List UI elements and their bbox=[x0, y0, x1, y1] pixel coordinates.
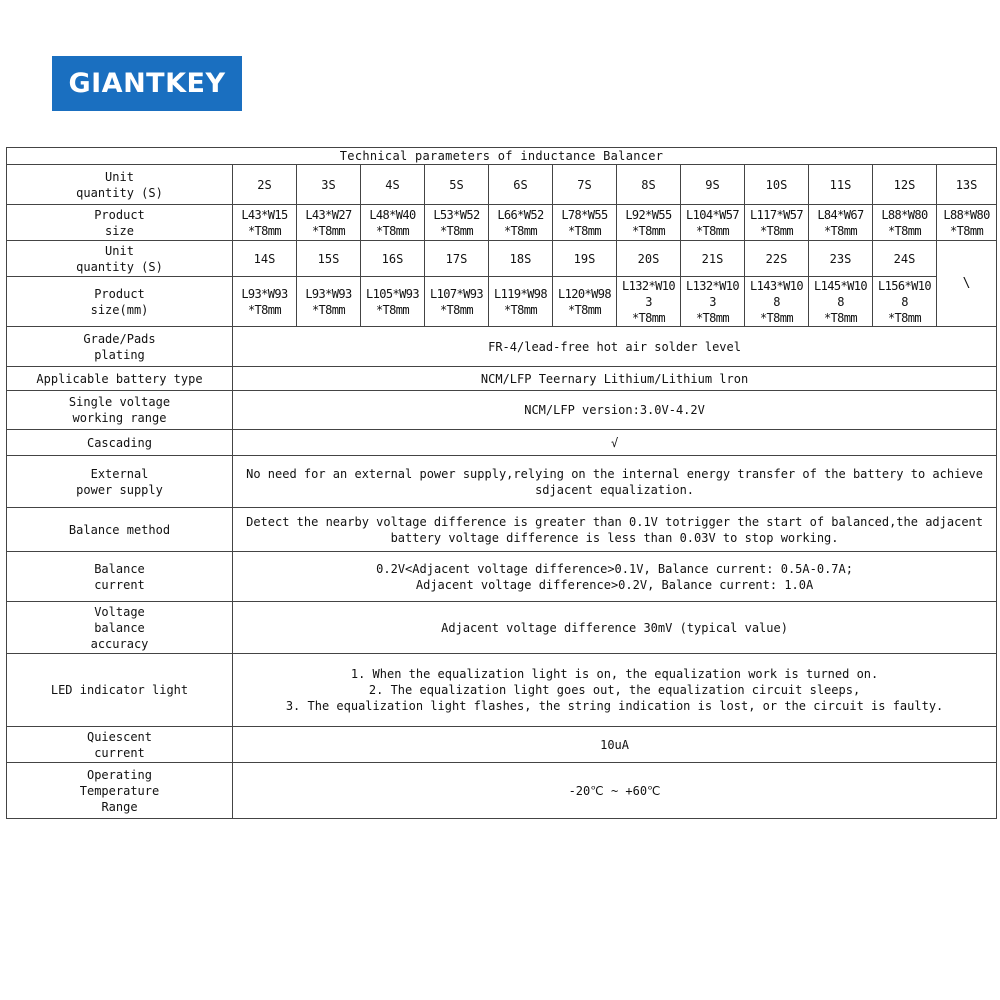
unit-quantity-cell: 16S bbox=[361, 241, 425, 277]
product-size-cell: L66*W52 *T8mm bbox=[489, 205, 553, 241]
product-size-cell: L105*W93 *T8mm bbox=[361, 277, 425, 327]
unit-quantity-cell: 22S bbox=[745, 241, 809, 277]
unit-quantity-cell: 23S bbox=[809, 241, 873, 277]
unit-quantity-cell: 9S bbox=[681, 165, 745, 205]
unit-quantity-cell: 8S bbox=[617, 165, 681, 205]
spec-row bbox=[7, 602, 997, 654]
spec-row bbox=[7, 727, 997, 763]
spec-value: FR-4/lead-free hot air solder level bbox=[233, 327, 997, 367]
table-title: Technical parameters of inductance Balancer bbox=[7, 148, 997, 165]
unit-quantity-cell: 5S bbox=[425, 165, 489, 205]
spec-label: Grade/Pads plating bbox=[7, 327, 233, 367]
unit-quantity-cell: 4S bbox=[361, 165, 425, 205]
spec-row bbox=[7, 391, 997, 430]
spec-row bbox=[7, 456, 997, 508]
spec-value: NCM/LFP Teernary Lithium/Lithium lron bbox=[233, 367, 997, 391]
unit-quantity-cell: 15S bbox=[297, 241, 361, 277]
spec-value: Adjacent voltage difference 30mV (typical value) bbox=[233, 602, 997, 654]
spec-value: No need for an external power supply,relying on the internal energy transfer of the battery to achieve sdjacent equalization. bbox=[233, 456, 997, 508]
unit-quantity-cell: 14S bbox=[233, 241, 297, 277]
unit-quantity-cell: 17S bbox=[425, 241, 489, 277]
product-size-cell: L92*W55 *T8mm bbox=[617, 205, 681, 241]
spec-value: Detect the nearby voltage difference is greater than 0.1V totrigger the start of balanced,the adjacent battery voltage difference is less than 0.03V to stop working. bbox=[233, 508, 997, 552]
product-size-cell: L104*W57 *T8mm bbox=[681, 205, 745, 241]
spec-row bbox=[7, 654, 997, 727]
spec-value: 0.2V<Adjacent voltage difference>0.1V, Balance current: 0.5A-0.7A; Adjacent voltage difference>0.2V, Balance current: 1.0A bbox=[233, 552, 997, 602]
spec-label: Operating Temperature Range bbox=[7, 763, 233, 819]
spec-row bbox=[7, 552, 997, 602]
unit-quantity-cell: 12S bbox=[873, 165, 937, 205]
unit-quantity-label: Unit quantity (S) bbox=[7, 165, 233, 205]
unit-quantity-cell: 20S bbox=[617, 241, 681, 277]
product-size-cell: L119*W98 *T8mm bbox=[489, 277, 553, 327]
product-size-cell: L107*W93 *T8mm bbox=[425, 277, 489, 327]
unit-quantity-cell: 3S bbox=[297, 165, 361, 205]
product-size-cell: L132*W10 3 *T8mm bbox=[617, 277, 681, 327]
spec-value: 10uA bbox=[233, 727, 997, 763]
product-size-cell: L132*W10 3 *T8mm bbox=[681, 277, 745, 327]
product-size-cell: L120*W98 *T8mm bbox=[553, 277, 617, 327]
spec-value: NCM/LFP version:3.0V-4.2V bbox=[233, 391, 997, 430]
product-size-cell: L48*W40 *T8mm bbox=[361, 205, 425, 241]
product-size-cell: L156*W10 8 *T8mm bbox=[873, 277, 937, 327]
spec-value: 1. When the equalization light is on, the equalization work is turned on. 2. The equalization light goes out, the equalization circuit sleeps, 3. The equalization light flashes, the string indication is lost, or the circuit is faulty. bbox=[233, 654, 997, 727]
unit-quantity-cell: 11S bbox=[809, 165, 873, 205]
unit-quantity-cell: 2S bbox=[233, 165, 297, 205]
spec-row bbox=[7, 327, 997, 367]
product-size-cell: L84*W67 *T8mm bbox=[809, 205, 873, 241]
spec-table bbox=[6, 147, 997, 819]
unit-quantity-cell: 18S bbox=[489, 241, 553, 277]
unit-quantity-cell: 13S bbox=[937, 165, 997, 205]
product-size-cell: L93*W93 *T8mm bbox=[297, 277, 361, 327]
unit-quantity-cell: 24S bbox=[873, 241, 937, 277]
spec-label: Cascading bbox=[7, 430, 233, 456]
product-size-cell: L88*W80 *T8mm bbox=[937, 205, 997, 241]
spec-label: Applicable battery type bbox=[7, 367, 233, 391]
spec-label: Quiescent current bbox=[7, 727, 233, 763]
unit-quantity-cell: 6S bbox=[489, 165, 553, 205]
empty-slash-cell: \ bbox=[937, 241, 997, 327]
product-size-cell: L53*W52 *T8mm bbox=[425, 205, 489, 241]
spec-label: LED indicator light bbox=[7, 654, 233, 727]
product-size-cell: L78*W55 *T8mm bbox=[553, 205, 617, 241]
product-size-label-2: Product size(mm) bbox=[7, 277, 233, 327]
product-size-cell: L145*W10 8 *T8mm bbox=[809, 277, 873, 327]
spec-value: -20℃ ~ +60℃ bbox=[233, 763, 997, 819]
spec-row bbox=[7, 430, 997, 456]
spec-label: Balance current bbox=[7, 552, 233, 602]
unit-quantity-cell: 21S bbox=[681, 241, 745, 277]
spec-row bbox=[7, 508, 997, 552]
product-size-cell: L143*W10 8 *T8mm bbox=[745, 277, 809, 327]
unit-quantity-cell: 7S bbox=[553, 165, 617, 205]
product-size-label: Product size bbox=[7, 205, 233, 241]
product-size-cell: L43*W15 *T8mm bbox=[233, 205, 297, 241]
spec-row bbox=[7, 763, 997, 819]
spec-row bbox=[7, 367, 997, 391]
spec-value: √ bbox=[233, 430, 997, 456]
spec-label: Balance method bbox=[7, 508, 233, 552]
unit-quantity-cell: 10S bbox=[745, 165, 809, 205]
brand-logo: GIANTKEY bbox=[52, 56, 242, 111]
spec-label: Voltage balance accuracy bbox=[7, 602, 233, 654]
product-size-cell: L43*W27 *T8mm bbox=[297, 205, 361, 241]
product-size-cell: L88*W80 *T8mm bbox=[873, 205, 937, 241]
unit-quantity-cell: 19S bbox=[553, 241, 617, 277]
spec-label: Single voltage working range bbox=[7, 391, 233, 430]
unit-quantity-label-2: Unit quantity (S) bbox=[7, 241, 233, 277]
product-size-cell: L93*W93 *T8mm bbox=[233, 277, 297, 327]
product-size-cell: L117*W57 *T8mm bbox=[745, 205, 809, 241]
spec-label: External power supply bbox=[7, 456, 233, 508]
